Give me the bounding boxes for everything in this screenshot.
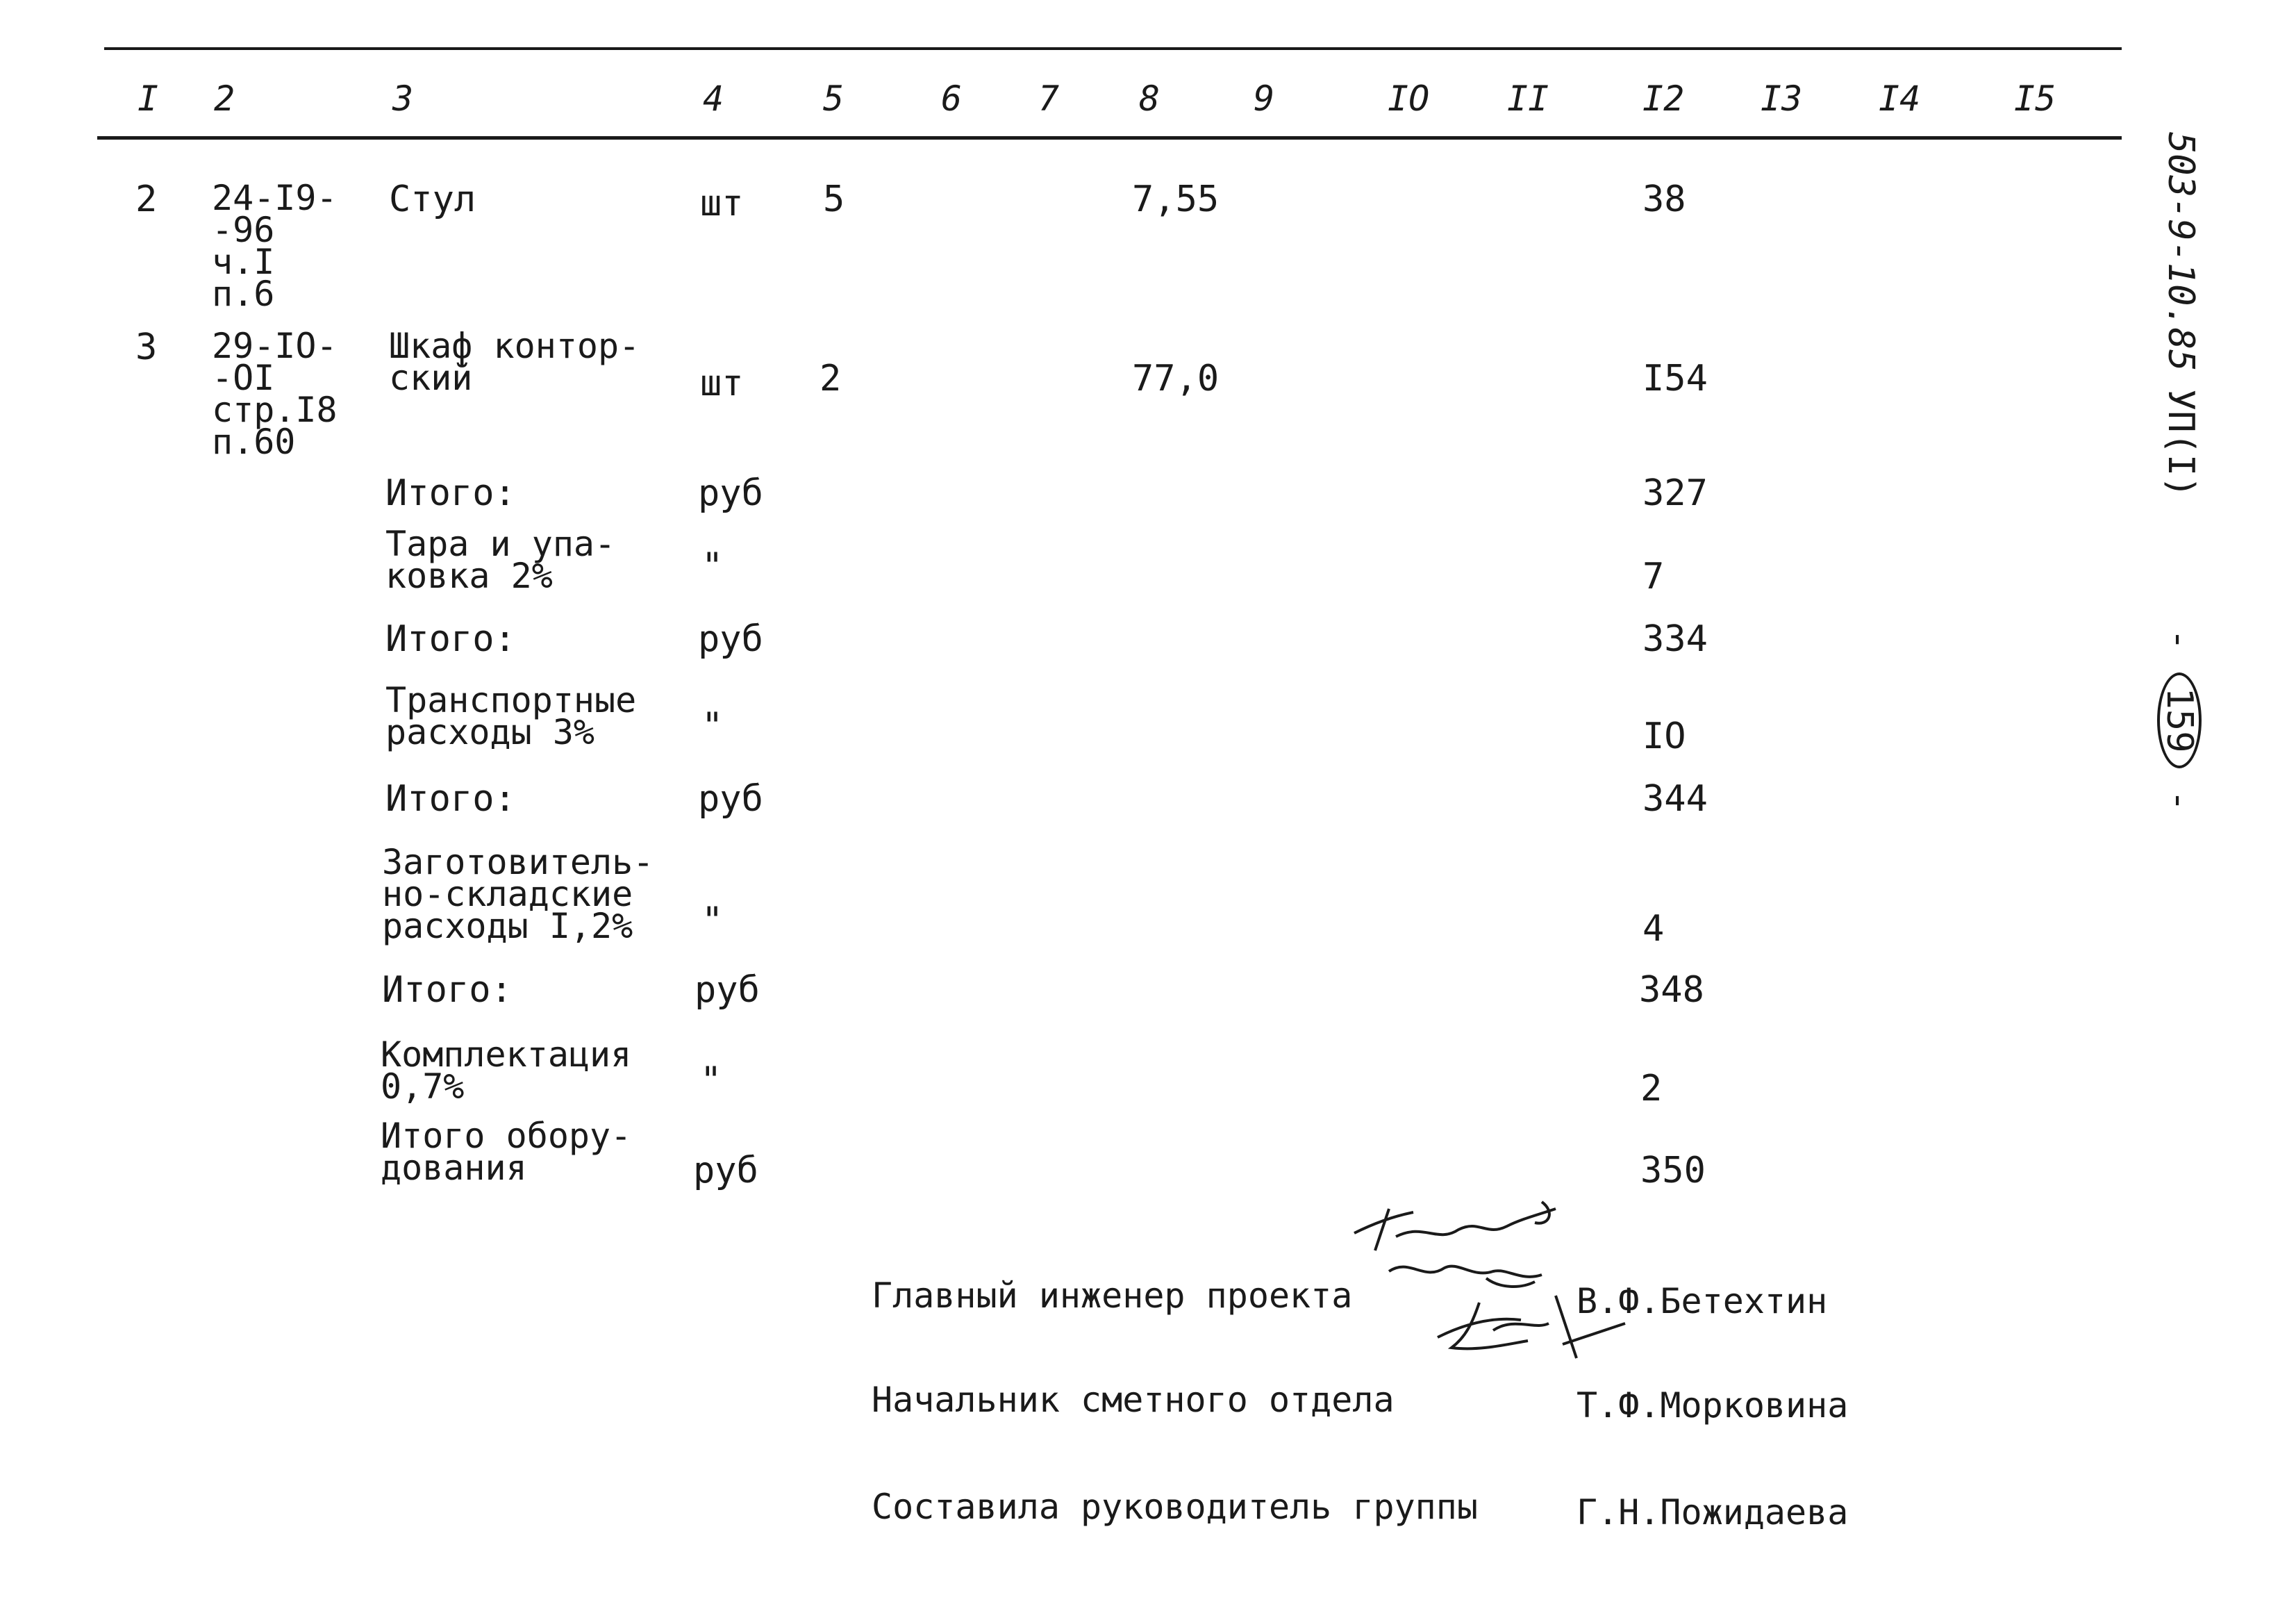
item-code: 24-I9- -96 ч.I п.6 (212, 178, 338, 314)
summary-total: 348 (1639, 969, 1704, 1011)
summary-label: Итого: (385, 778, 516, 820)
top-rule (104, 47, 2122, 50)
role-group-leader: Составила руководитель группы (872, 1487, 1478, 1527)
album-code: УП(I) (2160, 389, 2202, 498)
column-header-6: 6 (941, 79, 963, 119)
column-header-7: 7 (1038, 79, 1060, 119)
doc-code-text: 503-9-10.85 (2160, 132, 2202, 372)
column-header-5: 5 (823, 79, 845, 119)
handwritten-signature-2 (1382, 1250, 1563, 1292)
column-header-15: I5 (2014, 79, 2056, 119)
summary-label: Итого: (382, 969, 513, 1011)
row-number: 2 (135, 179, 158, 220)
header-bottom-rule (97, 136, 2122, 140)
summary-label: Итого обору- дования (381, 1116, 632, 1188)
column-header-10: IO (1388, 79, 1430, 119)
summary-label: Тара и упа- ковка 2% (385, 524, 616, 596)
page-number-circle: 159 (2157, 672, 2202, 768)
page-dash-left: - (2158, 629, 2200, 651)
column-header-1: I (138, 79, 159, 119)
item-price: 7,55 (1132, 179, 1220, 220)
summary-unit: руб (698, 472, 763, 514)
summary-total: 344 (1642, 778, 1708, 820)
column-header-2: 2 (214, 79, 235, 119)
role-chief-engineer: Главный инженер проекта (872, 1275, 1353, 1316)
handwritten-signature-3 (1424, 1289, 1632, 1365)
column-header-11: II (1507, 79, 1549, 119)
summary-label: Комплектация 0,7% (381, 1034, 632, 1107)
item-price: 77,0 (1132, 358, 1220, 399)
name-morkovina: Т.Ф.Морковина (1577, 1385, 1849, 1426)
summary-unit: руб (698, 778, 763, 820)
summary-total: 327 (1642, 472, 1708, 514)
column-header-3: 3 (392, 79, 414, 119)
column-header-14: I4 (1879, 79, 1921, 119)
summary-label: Итого: (385, 618, 516, 660)
summary-unit: руб (693, 1150, 758, 1191)
item-unit: шт (700, 183, 744, 224)
name-betekhtin: В.Ф.Бетехтин (1577, 1281, 1828, 1321)
item-qty: 5 (823, 179, 845, 220)
summary-unit: " (701, 900, 724, 941)
column-header-12: I2 (1642, 79, 1685, 119)
item-name: Шкаф контор- ский (389, 326, 640, 398)
page-dash-right: - (2158, 789, 2200, 812)
summary-unit: " (700, 1059, 722, 1101)
column-header-13: I3 (1761, 79, 1803, 119)
summary-total: 7 (1642, 556, 1665, 597)
signature-names (1577, 1214, 1848, 1599)
summary-unit: " (701, 545, 724, 587)
summary-label: Итого: (385, 472, 516, 514)
column-header-8: 8 (1139, 79, 1161, 119)
summary-unit: руб (694, 969, 760, 1011)
item-name: Стул (389, 179, 476, 220)
page-number (2157, 629, 2202, 811)
item-code: 29-IO- -OI стр.I8 п.60 (212, 326, 338, 462)
item-total: I54 (1642, 358, 1708, 399)
handwritten-signature-1 (1347, 1195, 1570, 1257)
column-header-9: 9 (1254, 79, 1275, 119)
name-pozhidaeva: Г.Н.Пожидаева (1577, 1492, 1849, 1533)
summary-unit: руб (698, 618, 763, 660)
summary-total: 4 (1642, 908, 1665, 950)
summary-total: IO (1642, 716, 1686, 757)
item-total: 38 (1642, 179, 1686, 220)
summary-total: 334 (1642, 618, 1708, 660)
column-header-4: 4 (703, 79, 724, 119)
summary-unit: " (701, 705, 724, 747)
summary-label: Заготовитель- но-складские расходы I,2% (382, 842, 654, 946)
item-unit: шт (700, 363, 744, 404)
row-number: 3 (135, 327, 158, 368)
document-code (2160, 132, 2202, 371)
summary-total: 2 (1640, 1068, 1663, 1109)
summary-label: Транспортные расходы 3% (385, 680, 637, 752)
summary-total: 350 (1640, 1150, 1706, 1191)
item-qty: 2 (820, 358, 842, 399)
role-estimate-head: Начальник сметного отдела (872, 1380, 1395, 1420)
